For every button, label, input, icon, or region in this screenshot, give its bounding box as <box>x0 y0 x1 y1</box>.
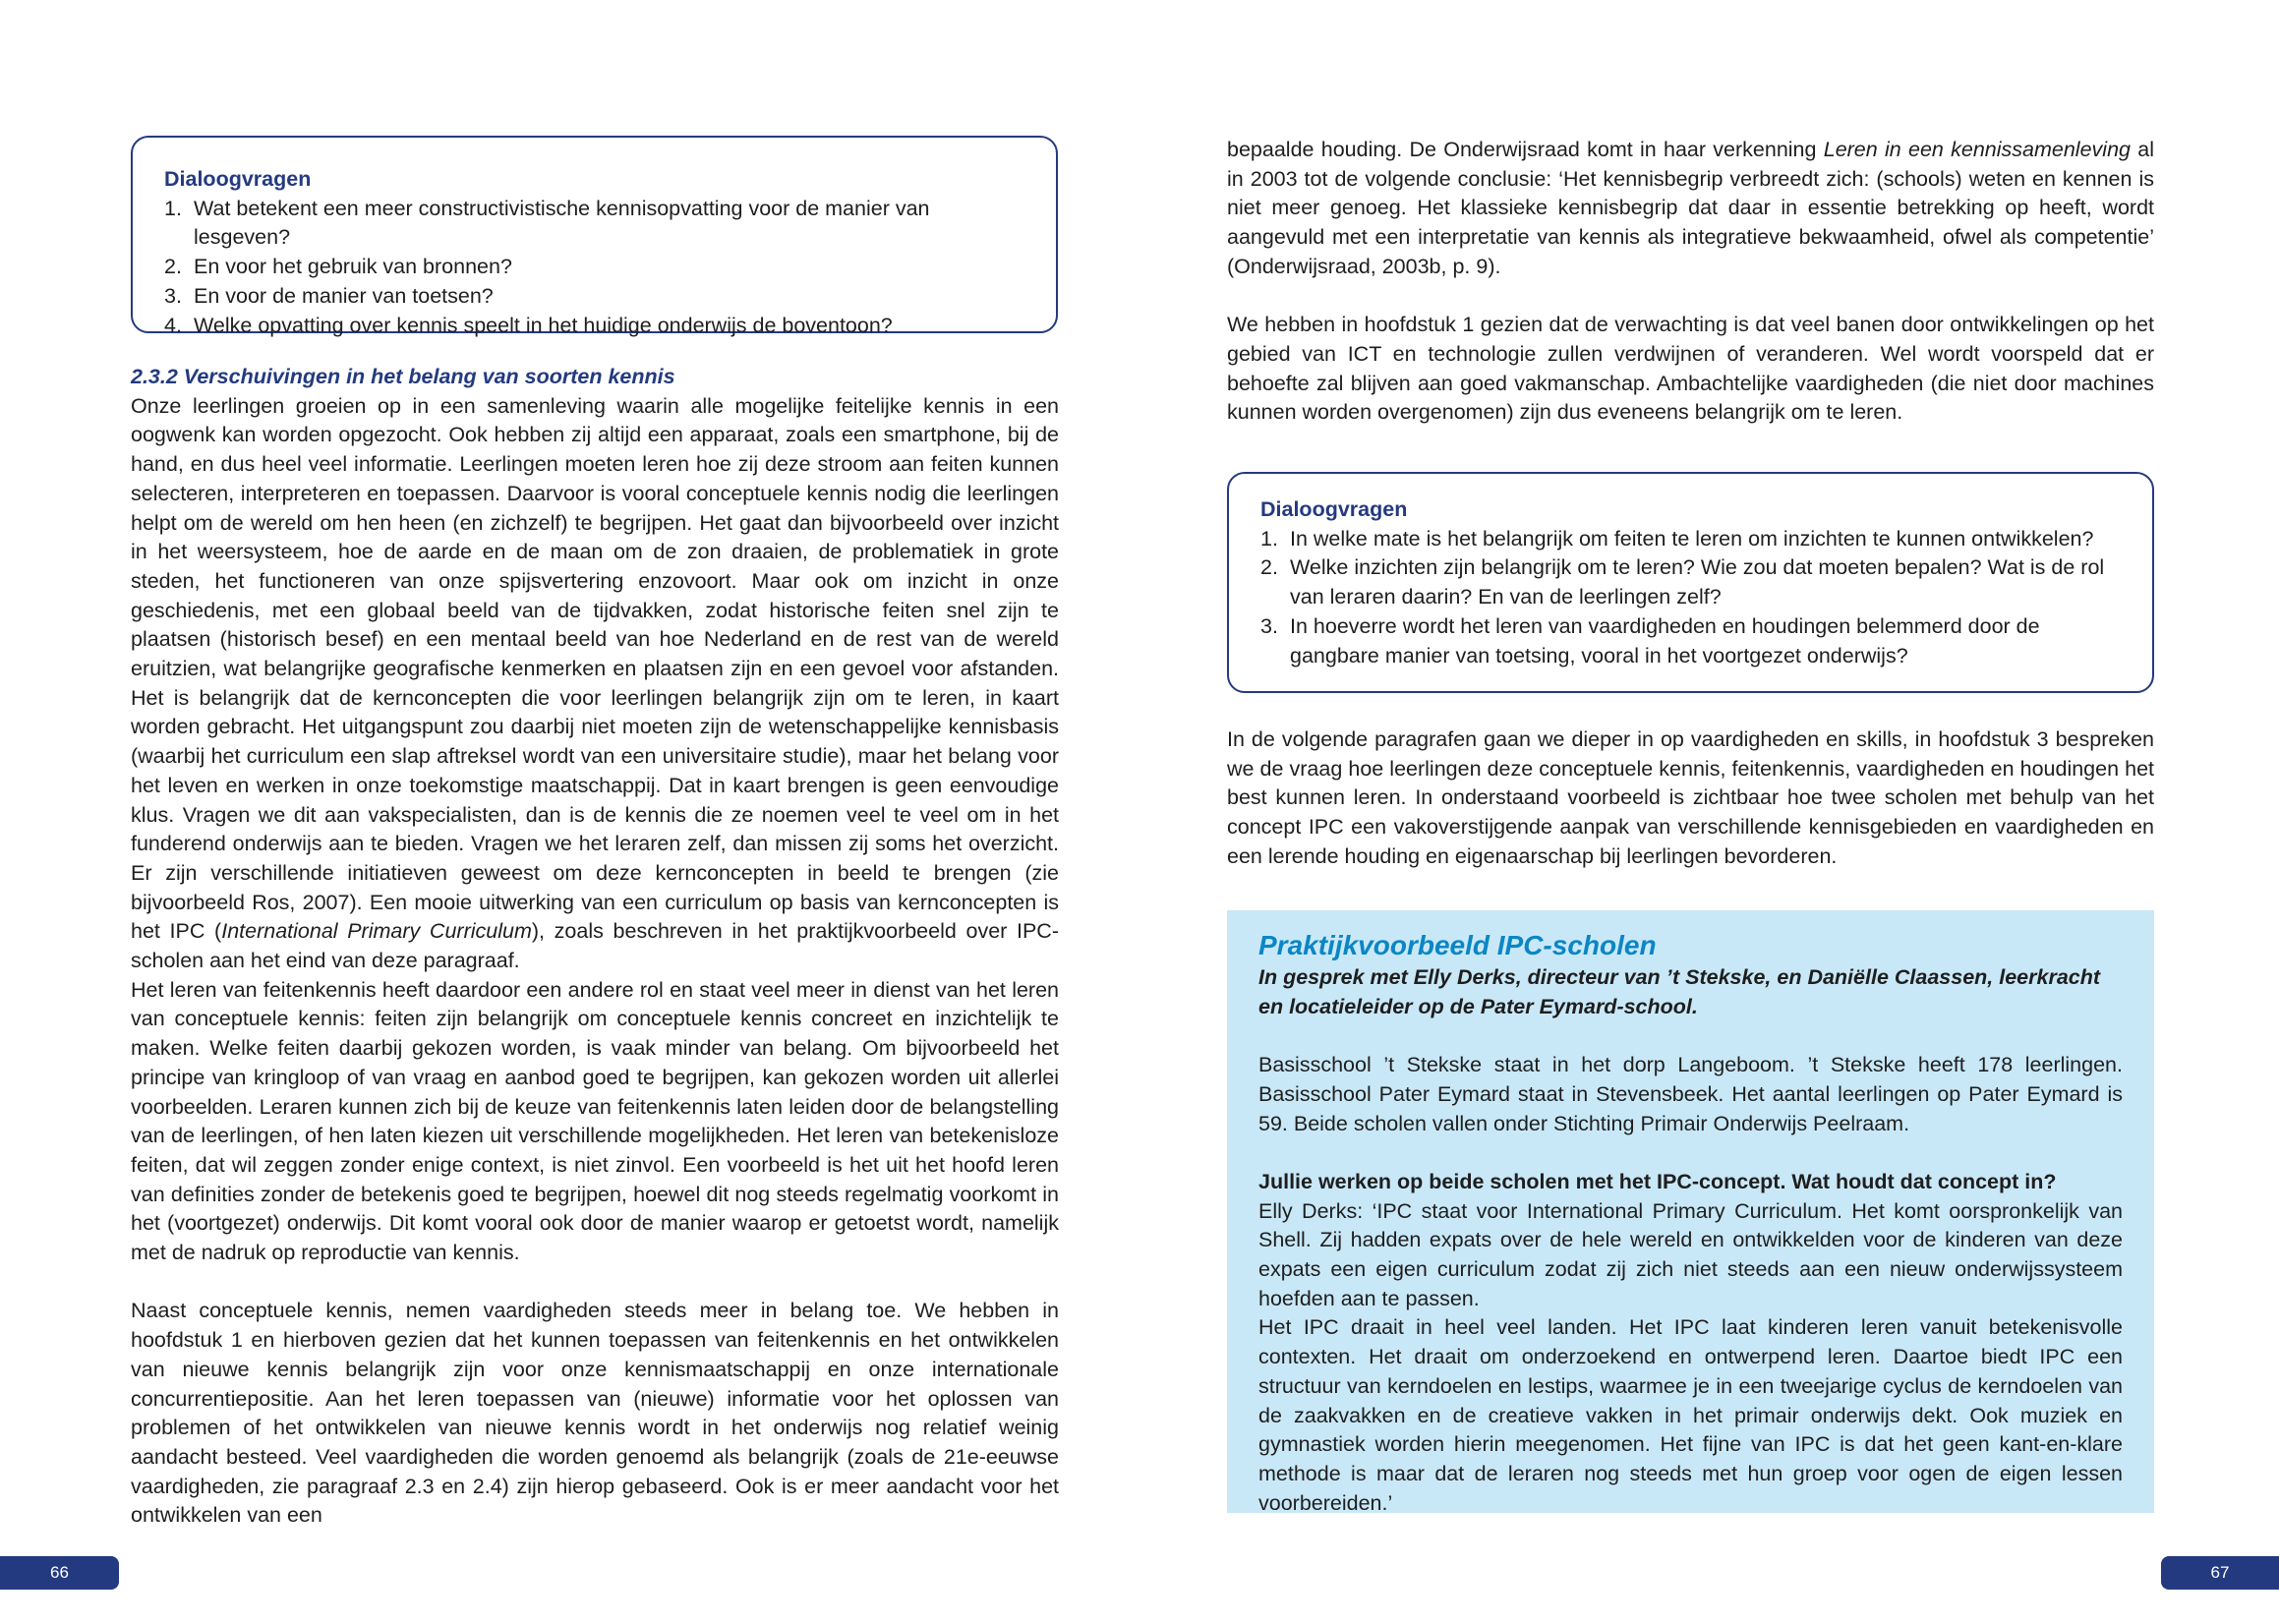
body-paragraph: In de volgende paragrafen gaan we dieper in op vaardigheden en skills, in hoofdstuk 3 bespreken we de vraag hoe leerlingen deze conceptuele kennis, feitenkennis, vaardigheden en houdingen het best kunnen leren. In onderstaand voorbeeld is zichtbaar hoe twee scholen met behulp van het concept IPC een vakoverstijgende aanpak van verschillende kennisgebieden en vaardigheden en een lerende houding en eigenaarschap bij leerlingen bevorderen. <box>1227 727 2154 868</box>
practice-answer: Het IPC draait in heel veel landen. Het IPC laat kinderen leren vanuit betekenisvolle contexten. Het draait om onderzoekend en ontwerpend leren. Daartoe biedt IPC een structuur van kerndoelen en lestips, waarmee je in een tweejarige cyclus de kerndoelen van de zaakvakken en de creatieve vakken in het primair onderwijs dekt. Ook muziek en gymnastiek worden hierin meegenomen. Het fijne van IPC is dat het geen kant-en-klare methode is maar dat de leraren nog steeds met hun groep voor ogen de eigen lessen voorbereiden.’ <box>1258 1315 2123 1515</box>
practice-example-box <box>1227 910 2154 1513</box>
dialog-question: 2. En voor het gebruik van bronnen? <box>164 255 512 279</box>
body-paragraph: We hebben in hoofdstuk 1 gezien dat de verwachting is dat veel banen door ontwikkelingen op het gebied van ICT en technologie zullen verdwijnen of veranderen. Wel wordt voorspeld dat er behoefte zal blijven aan goed vakmanschap. Ambachtelijke vaardigheden (die niet door machines kunnen worden overgenomen) zijn dus eveneens belangrijk om te leren. <box>1227 313 2154 425</box>
section-heading: 2.3.2 Verschuivingen in het belang van soorten kennis <box>131 365 675 388</box>
dialog-question: 4. Welke opvatting over kennis speelt in het huidige onderwijs de boventoon? <box>164 313 893 337</box>
left-page-body <box>131 363 1059 1531</box>
dialog-box-right <box>1227 472 2154 693</box>
dialog-question: 1. Wat betekent een meer constructivistische kennisopvatting voor de manier van lesgeven? <box>164 196 930 250</box>
practice-title: Praktijkvoorbeeld IPC-scholen <box>1258 930 1657 960</box>
dialog-question: 1. In welke mate is het belangrijk om feiten te leren om inzichten te kunnen ontwikkelen? <box>1260 526 2094 551</box>
dialog-title: Dialoogvragen <box>1260 497 1408 521</box>
dialog-question-list <box>164 195 1024 341</box>
dialog-question: 2. Welke inzichten zijn belangrijk om te leren? Wie zou dat moeten bepalen? Wat is de rol van leraren daarin? En van de leerlingen zelf? <box>1260 555 2105 609</box>
body-paragraph: Het leren van feitenkennis heeft daardoor een andere rol en staat veel meer in dienst van het leren van conceptuele kennis: feiten zijn belangrijk om conceptuele kennis concreet en inzichtelijk te maken. Welke feiten daarbij gekozen worden, is vaak minder van belang. Om bijvoorbeeld het principe van kringloop of van vraag en aanbod goed te begrijpen, kan gekozen worden uit allerlei voorbeelden. Leraren kunnen zich bij de keuze van feitenkennis laten leiden door de belangstelling van de leerlingen, of hen laten kiezen uit verschillende mogelijkheden. Het leren van betekenisloze feiten, dat wil zeggen zonder enige context, is niet zinvol. Een voorbeeld is het uit het hoofd leren van definities zonder de betekenis goed te begrijpen, hoewel dit nog steeds regelmatig voorkomt in het (voortgezet) onderwijs. Dit komt vooral ook door de manier waarop er getoetst wordt, namelijk met de nadruk op reproductie van kennis. <box>131 977 1059 1265</box>
body-paragraph: Onze leerlingen groeien op in een samenleving waarin alle mogelijke feitelijke kennis in een oogwenk kan worden opgezocht. Ook hebben zij altijd een apparaat, zoals een smartphone, bij de hand, en dus heel veel informatie. Leerlingen moeten leren hoe zij deze stroom aan feiten kunnen selecteren, interpreteren en toepassen. Daarvoor is vooral conceptuele kennis nodig die leerlingen helpt om de wereld om hen heen (en zichzelf) te begrijpen. Het gaat dan bijvoorbeeld over inzicht in het weersysteem, hoe de aarde en de maan om de zon draaien, de problematiek in grote steden, het functioneren van onze spijsvertering enzovoort. Maar ook om inzicht in onze geschiedenis, met een globaal beeld van de tijdvakken, zodat historische feiten snel zijn te plaatsen (historisch besef) en een mentaal beeld van hoe Nederland en de rest van de wereld eruitzien, wat belangrijke geografische kenmerken en plaatsen zijn en een gevoel voor afstanden. Het is belangrijk dat de kernconcepten die voor leerlingen belangrijk zijn om te leren, in kaart worden gebracht. Het uitgangspunt zou daarbij niet moeten zijn de wetenschappelijke kennisbasis (waarbij het curriculum een slap aftreksel wordt van een universitaire studie), maar het belang voor het leven en werken in onze toekomstige maatschappij. Dat in kaart brengen is geen eenvoudige klus. Vragen we dit aan vakspecialisten, dan is de kennis die ze noemen veel te veel om in het funderend onderwijs aan te bieden. Vragen we het leraren zelf, dan missen zij soms het overzicht. Er zijn verschillende initiatieven geweest om deze kernconcepten in beeld te brengen (zie bijvoorbeeld Ros, 2007). Een mooie uitwerking van een curriculum op basis van kernconcepten is het IPC (International Primary Curriculum), zoals beschreven in het praktijkvoorbeeld over IPC-scholen aan het eind van deze paragraaf. <box>131 393 1059 973</box>
practice-subtitle: In gesprek met Elly Derks, directeur van ’t Stekske, en Daniëlle Claassen, leerkracht en locatieleider op de Pater Eymard-school. <box>1258 965 2101 1018</box>
page-number-right: 67 <box>2161 1556 2279 1590</box>
dialog-question: 3. En voor de manier van toetsen? <box>164 283 494 308</box>
right-page-top-text <box>1227 136 2154 428</box>
practice-answer: Elly Derks: ‘IPC staat voor International Primary Curriculum. Het komt oorspronkelijk van Shell. Zij hadden expats over de hele wereld en ontwikkelden voor de kinderen van deze expats een eigen curriculum zodat zij zich niet steeds aan een nieuw onderwijssysteem hoefden aan te passen. <box>1258 1198 2123 1310</box>
practice-intro: Basisschool ’t Stekske staat in het dorp Langeboom. ’t Stekske heeft 178 leerlingen. Basisschool Pater Eymard staat in Stevensbeek. Het aantal leerlingen op Pater Eymard is 59. Beide scholen vallen onder Stichting Primair Onderwijs Peelraam. <box>1258 1053 2123 1135</box>
right-page-middle-text <box>1227 725 2154 872</box>
dialog-question: 3. In hoeverre wordt het leren van vaardigheden en houdingen belemmerd door de gangbare manier van toetsing, vooral in het voortgezet onderwijs? <box>1260 613 2040 667</box>
dialog-box-left <box>131 136 1058 337</box>
practice-question: Jullie werken op beide scholen met het IPC-concept. Wat houdt dat concept in? <box>1258 1169 2057 1193</box>
body-paragraph: bepaalde houding. De Onderwijsraad komt in haar verkenning Leren in een kennissamenleving al in 2003 tot de volgende conclusie: ‘Het kennisbegrip verbreedt zich: (schools) weten en kennen is niet meer genoeg. Het klassieke kennisbegrip dat daar in essentie betrekking op heeft, wordt aangevuld met een interpretatie van kennis als integratieve bekwaamheid, ofwel als competentie’ (Onderwijsraad, 2003b, p. 9). <box>1227 138 2154 278</box>
dialog-title: Dialoogvragen <box>164 167 312 191</box>
body-paragraph: Naast conceptuele kennis, nemen vaardigheden steeds meer in belang toe. We hebben in hoofdstuk 1 en hierboven gezien dat het kunnen toepassen van feitenkennis en het ontwikkelen van nieuwe kennis belangrijk zijn voor onze kennismaatschappij en onze internationale concurrentiepositie. Aan het leren toepassen van (nieuwe) informatie voor het oplossen van problemen of het ontwikkelen van nieuwe kennis wordt in het onderwijs nog relatief weinig aandacht besteed. Veel vaardigheden die worden genoemd als belangrijk (zoals de 21e-eeuwse vaardigheden, zie paragraaf 2.3 en 2.4) zijn hierop gebaseerd. Ook is er meer aandacht voor het ontwikkelen van een <box>131 1299 1059 1528</box>
dialog-question-list <box>1260 525 2121 671</box>
page-number-left: 66 <box>0 1556 119 1590</box>
